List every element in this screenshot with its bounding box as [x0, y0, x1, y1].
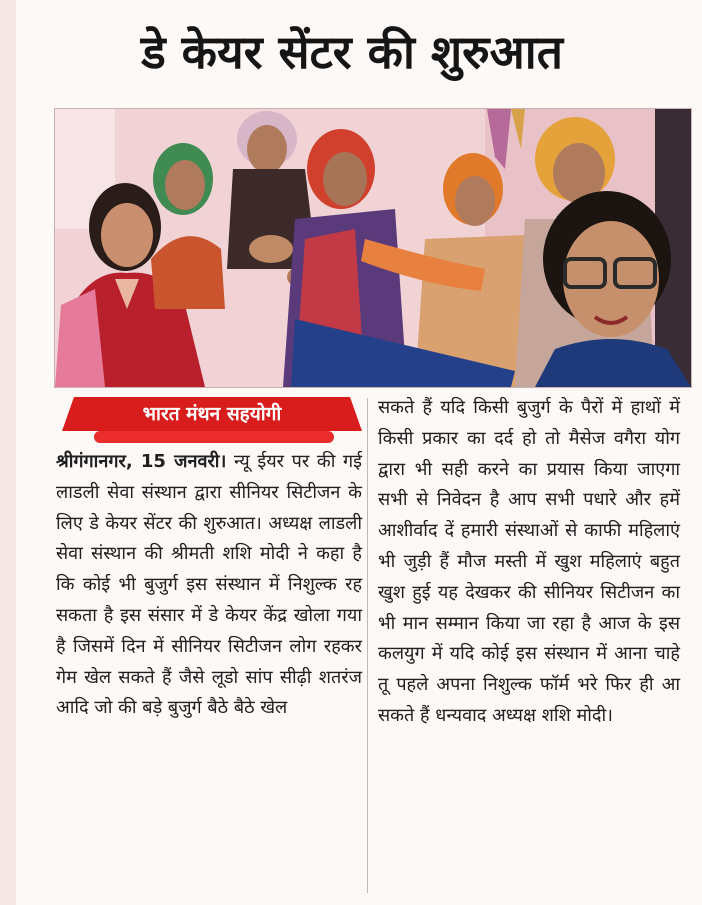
article-column-left: [56, 447, 362, 724]
page-edge: [0, 0, 16, 905]
redaction-scribble: [94, 431, 334, 443]
byline-label: भारत मंथन सहयोगी: [142, 403, 282, 425]
news-photo: [54, 108, 692, 388]
photo-illustration: [55, 109, 691, 387]
byline-banner: [62, 397, 362, 443]
article-text-left: न्यू ईयर पर की गई लाडली सेवा संस्थान द्वारा सीनियर सिटीजन के लिए डे केयर सेंटर की शुरुआत। अध्यक्ष लाडली सेवा संस्थान की श्रीमती शशि मोदी ने कहा है कि कोई भी बुजुर्ग इस संस्थान में निशुल्क रह सकता है इस संसार में डे केयर केंद्र खोला गया है जिसमें दिन में सीनियर सिटीजन लोग रहकर गेम खेल सकते हैं जैसे लूडो सांप सीढ़ी शतरंज आदि जो की बड़े बुजुर्ग बैठे बैठे खेल: [56, 451, 362, 719]
column-divider: [367, 398, 368, 893]
article-column-right: [378, 393, 680, 732]
dateline: श्रीगंगानगर, 15 जनवरी।: [56, 451, 227, 472]
newspaper-clipping: [22, 0, 682, 905]
article-text-right: सकते हैं यदि किसी बुजुर्ग के पैरों में हाथों में किसी प्रकार का दर्द हो तो मैसेज वगैरा योग द्वारा भी सही करने का प्रयास किया जाएगा सभी से निवेदन है आप सभी पधारे और हमें आशीर्वाद दें हमारी संस्थाओं से काफी महिलाएं भी जुड़ी हैं मौज मस्ती में खुश महिलाएं बहुत खुश हुई यह देखकर की सीनियर सिटीजन का भी मान सम्मान किया जा रहा है आज के इस कलयुग में यदि कोई इस संस्थान में आना चाहे तू पहले अपना निशुल्क फॉर्म भरे फिर ही आ सकते हैं धन्यवाद अध्यक्ष शशि मोदी।: [378, 397, 680, 726]
headline: डे केयर सेंटर की शुरुआत: [141, 25, 563, 79]
